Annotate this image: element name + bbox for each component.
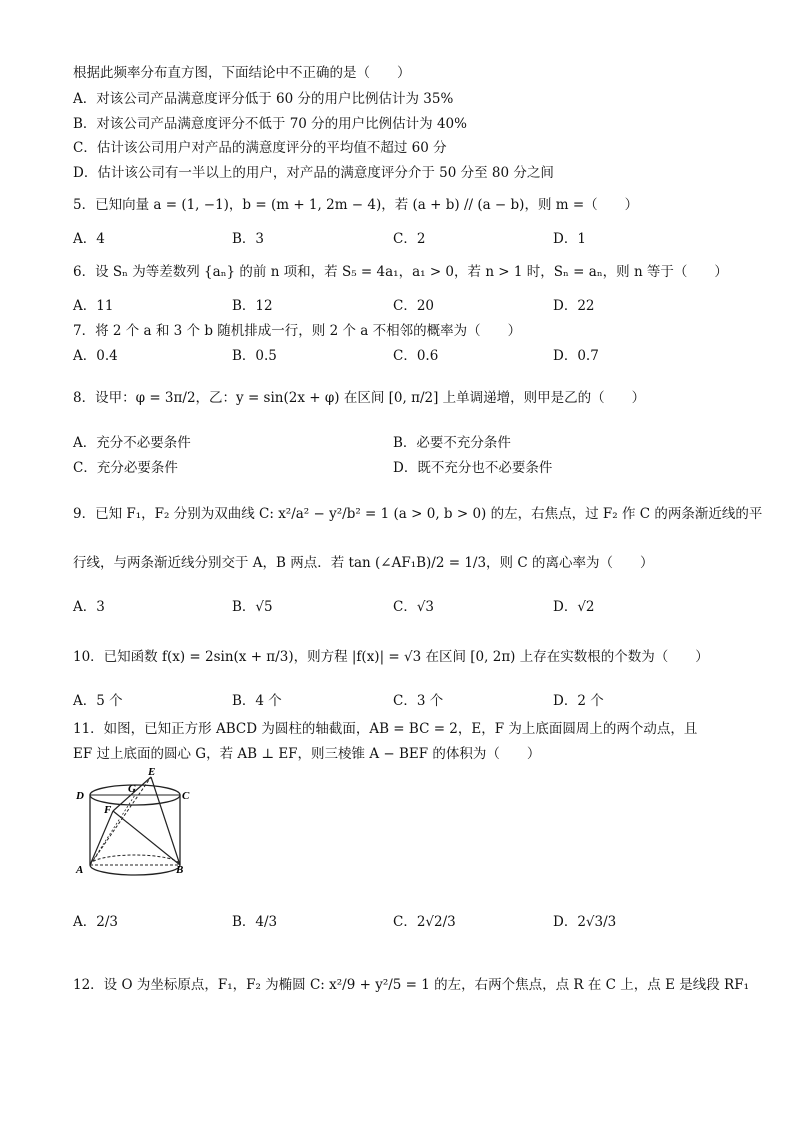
q9-stem-line1: 9．已知 F₁，F₂ 分别为双曲线 C: x²/a² − y²/b² = 1 (a > 0, b > 0) 的左，右焦点，过 F₂ 作 C 的两条渐近线的平 <box>73 506 763 522</box>
q11-option-a: A．2/3 <box>73 914 118 930</box>
intro-line: 根据此频率分布直方图，下面结论中不正确的是（ ） <box>73 65 411 81</box>
q4-option-c: C．估计该公司用户对产品的满意度评分的平均值不超过 60 分 <box>73 140 447 156</box>
q10-option-c: C．3 个 <box>393 693 444 709</box>
q10-option-d: D．2 个 <box>553 693 604 709</box>
q4-option-b: B．对该公司产品满意度评分不低于 70 分的用户比例估计为 40% <box>73 116 467 132</box>
q6-option-c: C．20 <box>393 298 435 314</box>
segment-bf <box>113 811 180 865</box>
q5-stem: 5．已知向量 a = (1, −1)，b = (m + 1, 2m − 4)，若 (a + b) // (a − b)，则 m =（ ） <box>73 197 639 213</box>
bottom-ellipse-back <box>90 855 180 865</box>
q5-option-c: C．2 <box>393 231 426 247</box>
q9-option-b: B．√5 <box>232 599 273 615</box>
q9-stem-line2: 行线，与两条渐近线分别交于 A，B 两点．若 tan (∠AF₁B)/2 = 1/3，则 C 的离心率为（ ） <box>73 555 654 571</box>
q11-stem-line2: EF 过上底面的圆心 G，若 AB ⊥ EF，则三棱锥 A − BEF 的体积为（ ） <box>73 746 541 762</box>
label-e: E <box>148 766 156 778</box>
q5-option-d: D．1 <box>553 231 586 247</box>
label-b: B <box>176 864 184 876</box>
q11-option-d: D．2√3/3 <box>553 914 617 930</box>
q5-option-a: A．4 <box>73 231 105 247</box>
label-c: C <box>182 790 190 802</box>
q6-option-d: D．22 <box>553 298 595 314</box>
q5-option-b: B．3 <box>232 231 265 247</box>
q4-option-a: A．对该公司产品满意度评分低于 60 分的用户比例估计为 35% <box>73 91 454 107</box>
q8-option-a: A．充分不必要条件 <box>73 435 191 451</box>
cylinder-figure <box>73 765 193 885</box>
q10-option-a: A．5 个 <box>73 693 123 709</box>
q6-stem: 6．设 Sₙ 为等差数列 {aₙ} 的前 n 项和，若 S₅ = 4a₁，a₁ > 0，若 n > 1 时，Sₙ = aₙ，则 n 等于（ ） <box>73 264 728 280</box>
label-g: G <box>128 783 136 795</box>
q10-option-b: B．4 个 <box>232 693 282 709</box>
q11-option-c: C．2√2/3 <box>393 914 456 930</box>
q7-option-c: C．0.6 <box>393 348 439 364</box>
q8-option-b: B．必要不充分条件 <box>393 435 511 451</box>
label-f: F <box>104 804 112 816</box>
q8-option-c: C．充分必要条件 <box>73 460 178 476</box>
q6-option-a: A．11 <box>73 298 114 314</box>
q8-stem: 8．设甲：φ = 3π/2，乙：y = sin(2x + φ) 在区间 [0, π/2] 上单调递增，则甲是乙的（ ） <box>73 390 646 406</box>
bottom-ellipse-front <box>90 865 180 875</box>
q6-option-b: B．12 <box>232 298 273 314</box>
q11-stem-line1: 11．如图，已知正方形 ABCD 为圆柱的轴截面，AB = BC = 2，E，F 为上底面圆周上的两个动点，且 <box>73 721 698 737</box>
q12-stem: 12．设 O 为坐标原点，F₁，F₂ 为椭圆 C: x²/9 + y²/5 = 1 的左，右两个焦点，点 R 在 C 上，点 E 是线段 RF₁ <box>73 977 749 993</box>
q8-option-d: D．既不充分也不必要条件 <box>393 460 553 476</box>
q7-option-b: B．0.5 <box>232 348 277 364</box>
q9-option-c: C．√3 <box>393 599 435 615</box>
label-d: D <box>76 790 84 802</box>
q7-stem: 7．将 2 个 a 和 3 个 b 随机排成一行，则 2 个 a 不相邻的概率为（ ） <box>73 323 522 339</box>
q4-option-d: D．估计该公司有一半以上的用户，对产品的满意度评分介于 50 分至 80 分之间 <box>73 165 554 181</box>
q7-option-a: A．0.4 <box>73 348 118 364</box>
label-a: A <box>76 864 84 876</box>
q11-option-b: B．4/3 <box>232 914 278 930</box>
q9-option-a: A．3 <box>73 599 105 615</box>
q10-stem: 10．已知函数 f(x) = 2sin(x + π/3)，则方程 |f(x)| = √3 在区间 [0, 2π) 上存在实数根的个数为（ ） <box>73 649 709 665</box>
q7-option-d: D．0.7 <box>553 348 599 364</box>
segment-ae <box>90 777 151 865</box>
q9-option-d: D．√2 <box>553 599 595 615</box>
